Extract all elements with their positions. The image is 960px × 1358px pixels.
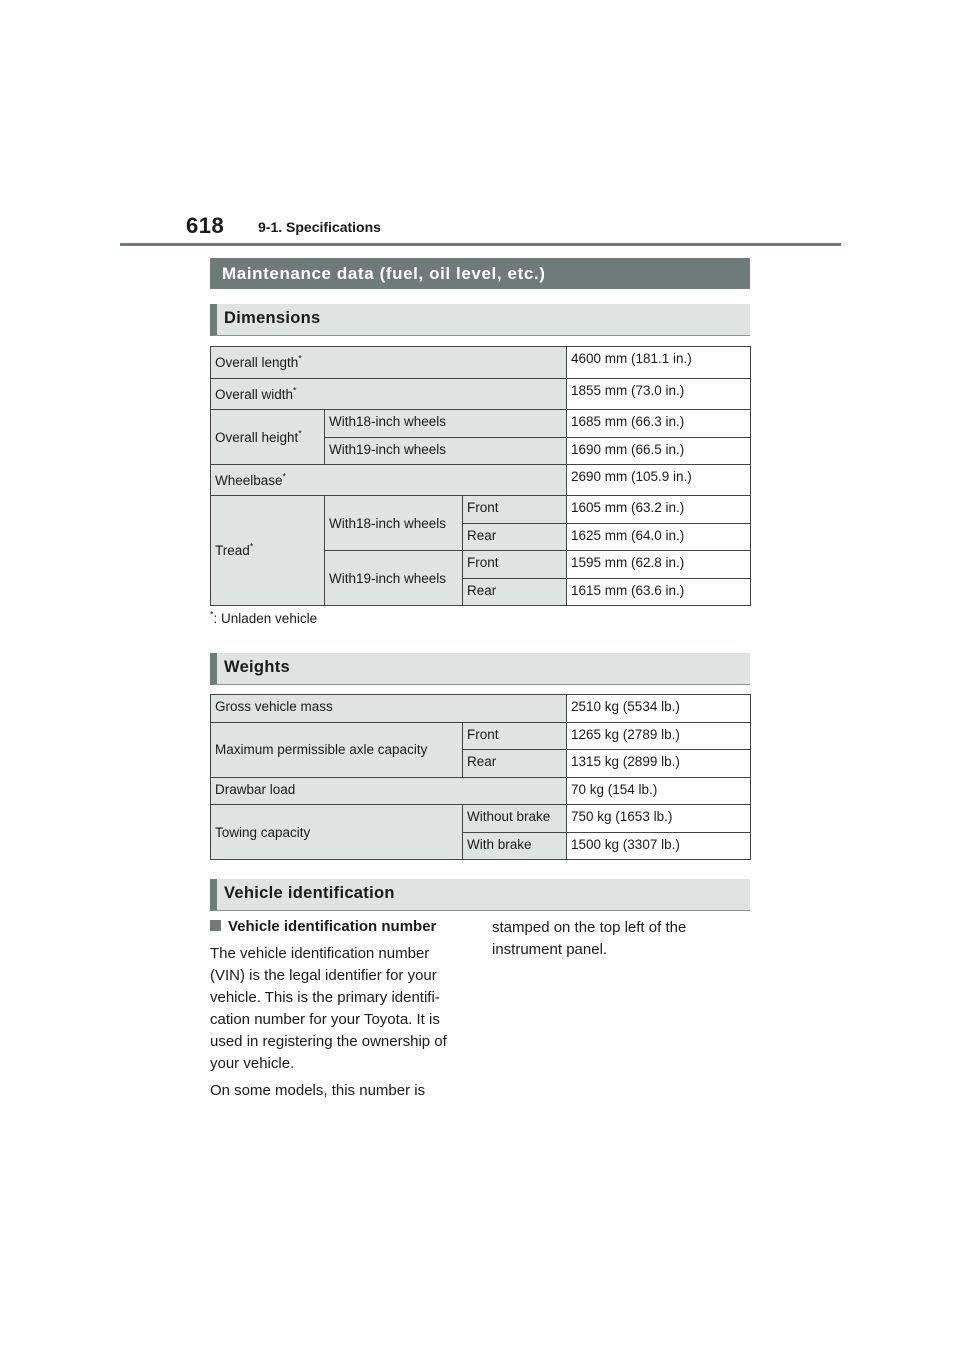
tread-19-rear-label: Rear <box>463 578 567 606</box>
overall-length-label: Overall length* <box>211 347 567 379</box>
axle-front-value: 1265 kg (2789 lb.) <box>567 722 751 750</box>
wheelbase-label: Wheelbase* <box>211 465 567 496</box>
tread-19-label: With19-inch wheels <box>325 551 463 606</box>
towing-with-label: With brake <box>463 832 567 860</box>
tread-18-rear-value: 1625 mm (64.0 in.) <box>567 523 751 551</box>
section-label: 9-1. Specifications <box>258 219 381 235</box>
vin-paragraph-1: The vehicle identification number (VIN) is the legal identifier for your vehicle. This is the primary identifi-cation number for your Toyota. It is used in registering the ownership of your vehicle. <box>210 945 447 1072</box>
vin-text-column-2: stamped on the top left of the instrument panel. <box>492 919 687 958</box>
weights-heading: Weights <box>210 653 750 685</box>
axle-rear-value: 1315 kg (2899 lb.) <box>567 750 751 778</box>
tread-18-front-value: 1605 mm (63.2 in.) <box>567 496 751 524</box>
gross-mass-value: 2510 kg (5534 lb.) <box>567 695 751 723</box>
table-row <box>211 379 751 410</box>
tread-19-front-value: 1595 mm (62.8 in.) <box>567 551 751 579</box>
towing-capacity-label: Towing capacity <box>211 805 463 860</box>
dimensions-table <box>210 346 751 606</box>
tread-18-label: With18-inch wheels <box>325 496 463 551</box>
tread-19-rear-value: 1615 mm (63.6 in.) <box>567 578 751 606</box>
tread-19-front-label: Front <box>463 551 567 579</box>
table-row <box>211 347 751 379</box>
dimensions-heading: Dimensions <box>210 304 750 336</box>
table-row <box>211 465 751 496</box>
header-rule <box>120 243 841 246</box>
vin-text-column-1 <box>210 943 465 1107</box>
drawbar-value: 70 kg (154 lb.) <box>567 777 751 805</box>
overall-height-19-value: 1690 mm (66.5 in.) <box>567 437 751 465</box>
weights-table <box>210 694 751 860</box>
gross-mass-label: Gross vehicle mass <box>211 695 567 723</box>
tread-18-rear-label: Rear <box>463 523 567 551</box>
overall-height-18-label: With18-inch wheels <box>325 410 567 438</box>
square-bullet-icon <box>210 920 221 931</box>
overall-length-value: 4600 mm (181.1 in.) <box>567 347 751 379</box>
axle-rear-label: Rear <box>463 750 567 778</box>
table-row <box>211 496 751 524</box>
vehicle-id-heading: Vehicle identification <box>210 879 750 911</box>
table-row <box>211 805 751 833</box>
footnote: *: Unladen vehicle <box>210 609 318 626</box>
tread-label: Tread* <box>211 496 325 606</box>
towing-without-label: Without brake <box>463 805 567 833</box>
vin-paragraph-2: On some models, this number is <box>210 1082 426 1099</box>
overall-height-19-label: With19-inch wheels <box>325 437 567 465</box>
table-row <box>211 410 751 438</box>
overall-width-value: 1855 mm (73.0 in.) <box>567 379 751 410</box>
overall-height-18-value: 1685 mm (66.3 in.) <box>567 410 751 438</box>
main-heading: Maintenance data (fuel, oil level, etc.) <box>210 258 750 289</box>
towing-with-value: 1500 kg (3307 lb.) <box>567 832 751 860</box>
axle-front-label: Front <box>463 722 567 750</box>
table-row <box>211 777 751 805</box>
tread-18-front-label: Front <box>463 496 567 524</box>
drawbar-label: Drawbar load <box>211 777 567 805</box>
vin-title: Vehicle identification number <box>210 918 436 935</box>
overall-height-label: Overall height* <box>211 410 325 465</box>
table-row <box>211 722 751 750</box>
table-row <box>211 695 751 723</box>
towing-without-value: 750 kg (1653 lb.) <box>567 805 751 833</box>
page-number: 618 <box>186 213 225 238</box>
overall-width-label: Overall width* <box>211 379 567 410</box>
axle-capacity-label: Maximum permissible axle capacity <box>211 722 463 777</box>
wheelbase-value: 2690 mm (105.9 in.) <box>567 465 751 496</box>
